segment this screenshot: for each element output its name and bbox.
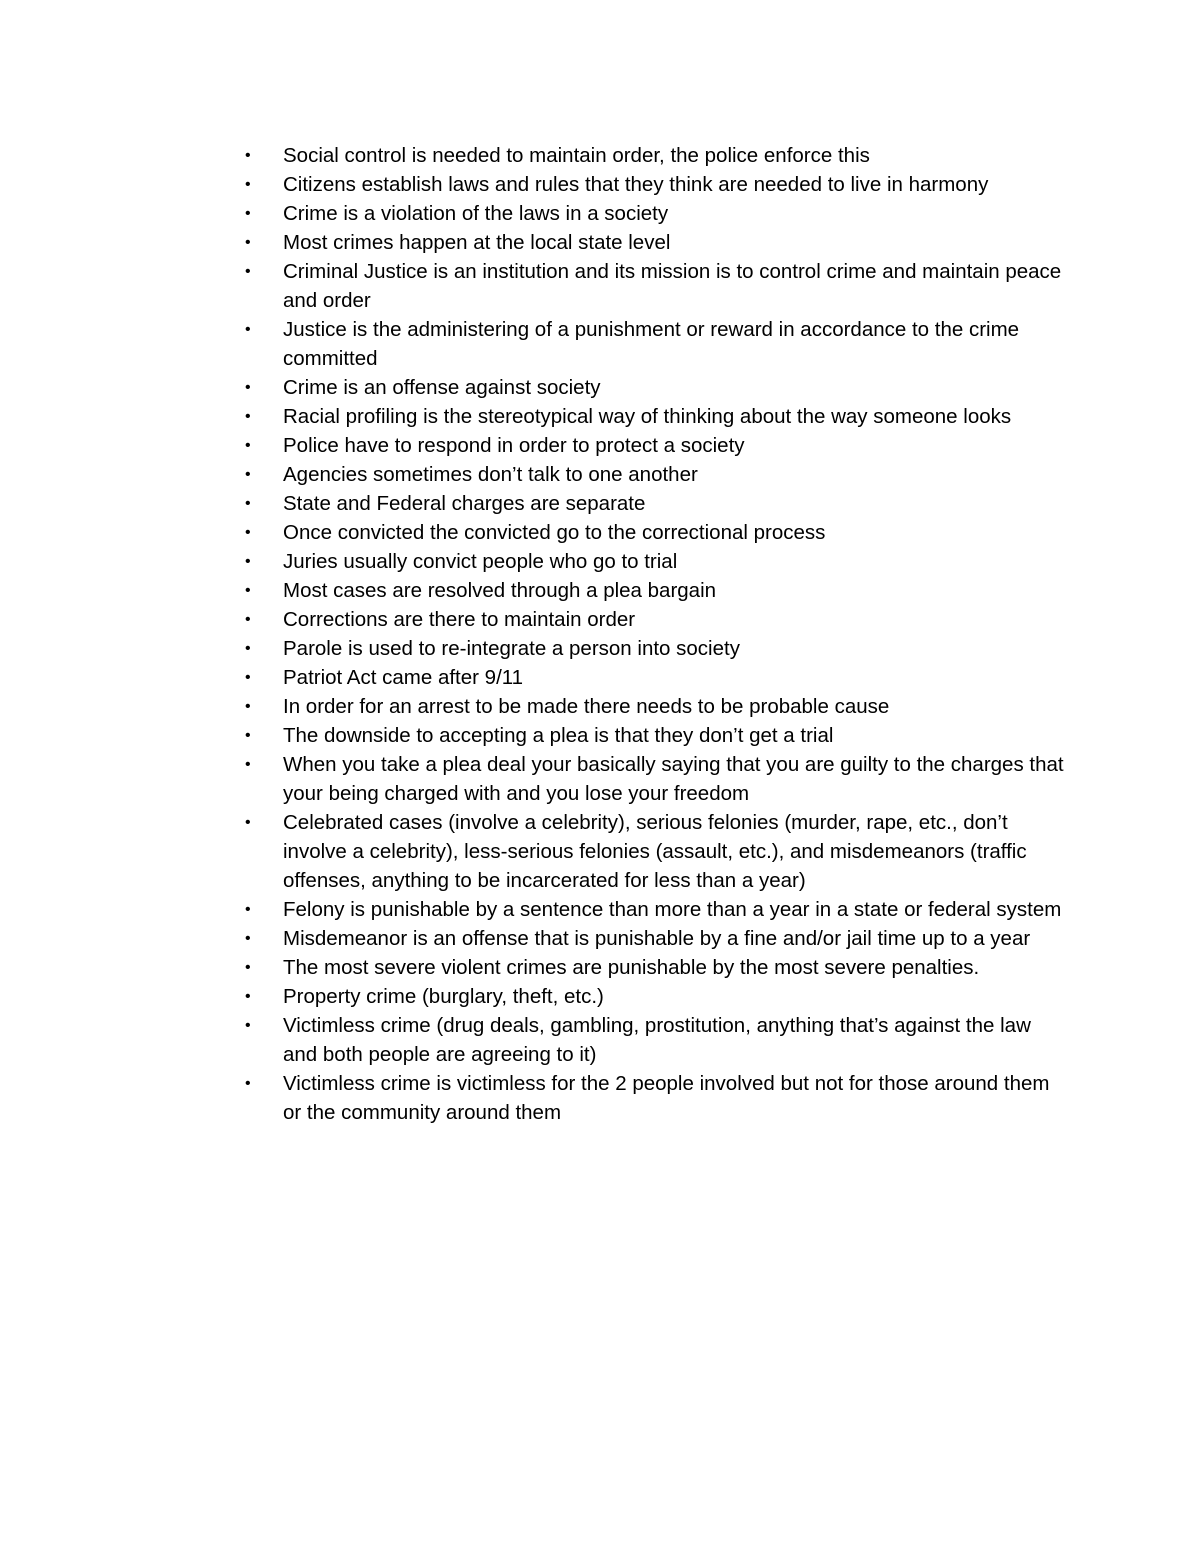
bullet-dot-icon: • — [245, 553, 251, 570]
list-item — [245, 547, 1065, 576]
bullet-dot-icon: • — [245, 1075, 251, 1092]
list-item-text: Crime is an offense against society — [283, 376, 601, 399]
list-item-text: Property crime (burglary, theft, etc.) — [283, 985, 604, 1008]
list-item — [245, 808, 1065, 895]
bullet-dot-icon: • — [245, 321, 251, 338]
bullet-dot-icon: • — [245, 582, 251, 599]
bullet-dot-icon: • — [245, 901, 251, 918]
list-item — [245, 953, 1065, 982]
bullet-dot-icon: • — [245, 959, 251, 976]
list-item — [245, 663, 1065, 692]
list-item-text: Parole is used to re-integrate a person into society — [283, 637, 740, 660]
list-item-text: Crime is a violation of the laws in a society — [283, 202, 669, 225]
list-item — [245, 199, 1065, 228]
bullet-dot-icon: • — [245, 263, 251, 280]
bullet-list — [245, 141, 1065, 1127]
list-item — [245, 924, 1065, 953]
bullet-dot-icon: • — [245, 437, 251, 454]
bullet-dot-icon: • — [245, 1017, 251, 1034]
list-item-text: Citizens establish laws and rules that they think are needed to live in harmony — [283, 173, 989, 196]
bullet-dot-icon: • — [245, 466, 251, 483]
list-item — [245, 605, 1065, 634]
list-item — [245, 982, 1065, 1011]
bullet-dot-icon: • — [245, 756, 251, 773]
list-item-text: Justice is the administering of a punishment or reward in accordance to the crime committed — [283, 318, 1020, 370]
list-item — [245, 576, 1065, 605]
bullet-dot-icon: • — [245, 524, 251, 541]
list-item-text: Police have to respond in order to protect a society — [283, 434, 745, 457]
bullet-dot-icon: • — [245, 408, 251, 425]
list-item-text: Most cases are resolved through a plea bargain — [283, 579, 717, 602]
bullet-dot-icon: • — [245, 379, 251, 396]
list-item-text: Victimless crime is victimless for the 2 people involved but not for those around them or the community around them — [283, 1072, 1050, 1124]
list-item — [245, 489, 1065, 518]
list-item-text: Once convicted the convicted go to the correctional process — [283, 521, 826, 544]
bullet-dot-icon: • — [245, 727, 251, 744]
list-item — [245, 1011, 1065, 1069]
list-item-text: Patriot Act came after 9/11 — [283, 666, 524, 689]
list-item — [245, 431, 1065, 460]
bullet-dot-icon: • — [245, 495, 251, 512]
list-item — [245, 460, 1065, 489]
list-item — [245, 750, 1065, 808]
list-item — [245, 141, 1065, 170]
list-item — [245, 257, 1065, 315]
list-item-text: Victimless crime (drug deals, gambling, prostitution, anything that’s against the law and both people are agreeing to it) — [283, 1014, 1031, 1066]
list-item-text: The most severe violent crimes are punishable by the most severe penalties. — [283, 956, 980, 979]
list-item — [245, 692, 1065, 721]
list-item-text: Social control is needed to maintain order, the police enforce this — [283, 144, 870, 167]
bullet-dot-icon: • — [245, 205, 251, 222]
list-item-text: Most crimes happen at the local state level — [283, 231, 671, 254]
list-item — [245, 518, 1065, 547]
list-item — [245, 634, 1065, 663]
list-item-text: In order for an arrest to be made there needs to be probable cause — [283, 695, 890, 718]
bullet-dot-icon: • — [245, 147, 251, 164]
list-item-text: Juries usually convict people who go to trial — [283, 550, 678, 573]
list-item-text: Celebrated cases (involve a celebrity), serious felonies (murder, rape, etc., don’t involve a celebrity), less-serious felonies (assault, etc.), and misdemeanors (traffic offenses, anything to be incarcerated for less than a year) — [283, 811, 1027, 892]
list-item — [245, 170, 1065, 199]
list-item-text: Felony is punishable by a sentence than more than a year in a state or federal system — [283, 898, 1062, 921]
list-item-text: The downside to accepting a plea is that they don’t get a trial — [283, 724, 834, 747]
bullet-dot-icon: • — [245, 640, 251, 657]
list-item-text: Corrections are there to maintain order — [283, 608, 636, 631]
list-item — [245, 373, 1065, 402]
list-item-text: State and Federal charges are separate — [283, 492, 646, 515]
list-item — [245, 895, 1065, 924]
list-item — [245, 1069, 1065, 1127]
list-item — [245, 402, 1065, 431]
list-item-text: Criminal Justice is an institution and its mission is to control crime and maintain peace and order — [283, 260, 1062, 312]
bullet-dot-icon: • — [245, 234, 251, 251]
bullet-dot-icon: • — [245, 611, 251, 628]
list-item — [245, 721, 1065, 750]
list-item-text: Misdemeanor is an offense that is punishable by a fine and/or jail time up to a year — [283, 927, 1031, 950]
bullet-dot-icon: • — [245, 176, 251, 193]
list-item-text: When you take a plea deal your basically saying that you are guilty to the charges that your being charged with and you lose your freedom — [283, 753, 1064, 805]
list-item — [245, 228, 1065, 257]
bullet-dot-icon: • — [245, 930, 251, 947]
bullet-dot-icon: • — [245, 669, 251, 686]
list-item-text: Agencies sometimes don’t talk to one another — [283, 463, 698, 486]
list-item-text: Racial profiling is the stereotypical way of thinking about the way someone looks — [283, 405, 1012, 428]
bullet-dot-icon: • — [245, 814, 251, 831]
list-item — [245, 315, 1065, 373]
bullet-dot-icon: • — [245, 698, 251, 715]
bullet-dot-icon: • — [245, 988, 251, 1005]
